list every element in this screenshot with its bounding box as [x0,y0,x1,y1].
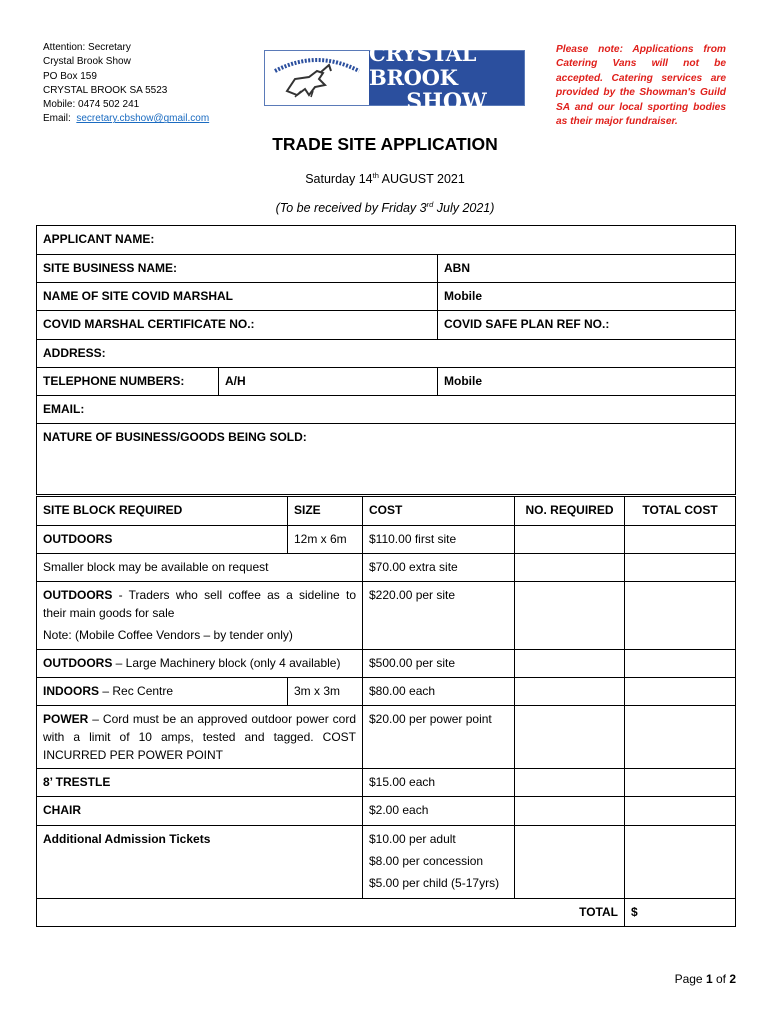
telephone-label: TELEPHONE NUMBERS: [37,368,219,396]
logo-seal [265,51,369,105]
nature-of-business-field[interactable]: NATURE OF BUSINESS/GOODS BEING SOLD: [37,424,736,495]
telephone-mobile-field[interactable]: Mobile [438,368,736,396]
logo-text: CRYSTAL BROOK SHOW [369,51,524,105]
site-business-name-field[interactable]: SITE BUSINESS NAME: [37,255,438,283]
item-cost: $2.00 each [363,797,515,826]
column-header: COST [363,497,515,526]
page-title: TRADE SITE APPLICATION [272,134,498,154]
item-cost: $220.00 per site [363,582,515,650]
item-label: Smaller block may be available on request [37,554,363,582]
abn-field[interactable]: ABN [438,255,736,283]
table-row [37,554,736,582]
quantity-field[interactable] [515,826,625,899]
table-row [37,526,736,554]
due-date: (To be received by Friday 3rd July 2021) [275,200,495,215]
email-field[interactable]: EMAIL: [37,396,736,424]
site-block-table [36,496,736,927]
item-cost: $80.00 each [363,678,515,706]
item-label: OUTDOORS - Traders who sell coffee as a sideline to their main goods for sale Note: (Mobile Coffee Vendors – by tender only) [37,582,363,650]
email-link[interactable]: secretary.cbshow@gmail.com [76,113,210,125]
table-row [37,826,736,899]
table-row [37,706,736,769]
quantity-field[interactable] [515,650,625,678]
email-line: Email: secretary.cbshow@gmail.com [43,113,210,125]
item-cost: $20.00 per power point [363,706,515,769]
table-row [37,769,736,797]
item-size: 3m x 3m [288,678,363,706]
quantity-field[interactable] [515,706,625,769]
horse-emblem-icon [265,51,369,105]
column-header: SIZE [288,497,363,526]
event-date: Saturday 14th AUGUST 2021 [305,171,465,186]
item-label: CHAIR [37,797,363,826]
table-row [37,678,736,706]
quantity-field[interactable] [515,526,625,554]
catering-notice: Please note: Applications from Catering Vans will not be accepted. Catering services are provided by the Showman's Guild SA and our local sporting bodies as their major fundraiser. [556,44,726,128]
address-line: Crystal Brook Show [43,56,131,68]
item-label: Additional Admission Tickets [37,826,363,899]
address-line: PO Box 159 [43,70,97,82]
item-cost: $500.00 per site [363,650,515,678]
total-cost-field[interactable] [625,582,736,650]
item-cost: $10.00 per adult $8.00 per concession $5.00 per child (5-17yrs) [363,826,515,899]
grand-total-field[interactable]: $ [625,899,736,927]
quantity-field[interactable] [515,554,625,582]
after-hours-field[interactable]: A/H [219,368,438,396]
item-cost: $15.00 each [363,769,515,797]
total-cost-field[interactable] [625,826,736,899]
quantity-field[interactable] [515,769,625,797]
total-cost-field[interactable] [625,706,736,769]
total-cost-field[interactable] [625,650,736,678]
address-line: Attention: Secretary [43,42,131,53]
item-label: POWER – Cord must be an approved outdoor power cord with a limit of 10 amps, tested and tagged. COST INCURRED PER POWER POINT [37,706,363,769]
column-header: NO. REQUIRED [515,497,625,526]
table-row [37,582,736,650]
show-logo [264,41,525,115]
covid-certificate-field[interactable]: COVID MARSHAL CERTIFICATE NO.: [37,311,438,340]
table-header-row [37,497,736,526]
address-line: Mobile: 0474 502 241 [43,99,140,111]
item-size: 12m x 6m [288,526,363,554]
table-row [37,650,736,678]
total-cost-field[interactable] [625,554,736,582]
marshal-mobile-field[interactable]: Mobile [438,283,736,311]
total-cost-field[interactable] [625,769,736,797]
item-label: OUTDOORS [37,526,288,554]
item-cost: $110.00 first site [363,526,515,554]
address-line: CRYSTAL BROOK SA 5523 [43,84,168,96]
item-label: INDOORS – Rec Centre [37,678,288,706]
quantity-field[interactable] [515,582,625,650]
covid-plan-field[interactable]: COVID SAFE PLAN REF NO.: [438,311,736,340]
applicant-name-field[interactable]: APPLICANT NAME: [37,226,736,255]
column-header: TOTAL COST [625,497,736,526]
total-row [37,899,736,927]
covid-marshal-field[interactable]: NAME OF SITE COVID MARSHAL [37,283,438,311]
item-label: 8’ TRESTLE [37,769,363,797]
page-number: Page 1 of 2 [674,972,736,986]
total-cost-field[interactable] [625,797,736,826]
quantity-field[interactable] [515,797,625,826]
column-header: SITE BLOCK REQUIRED [37,497,288,526]
item-cost: $70.00 extra site [363,554,515,582]
applicant-form [36,225,736,495]
address-field[interactable]: ADDRESS: [37,340,736,368]
total-cost-field[interactable] [625,678,736,706]
total-cost-field[interactable] [625,526,736,554]
total-label: TOTAL [37,899,625,927]
address-block [43,41,209,127]
item-label: OUTDOORS – Large Machinery block (only 4 available) [37,650,363,678]
quantity-field[interactable] [515,678,625,706]
table-row [37,797,736,826]
